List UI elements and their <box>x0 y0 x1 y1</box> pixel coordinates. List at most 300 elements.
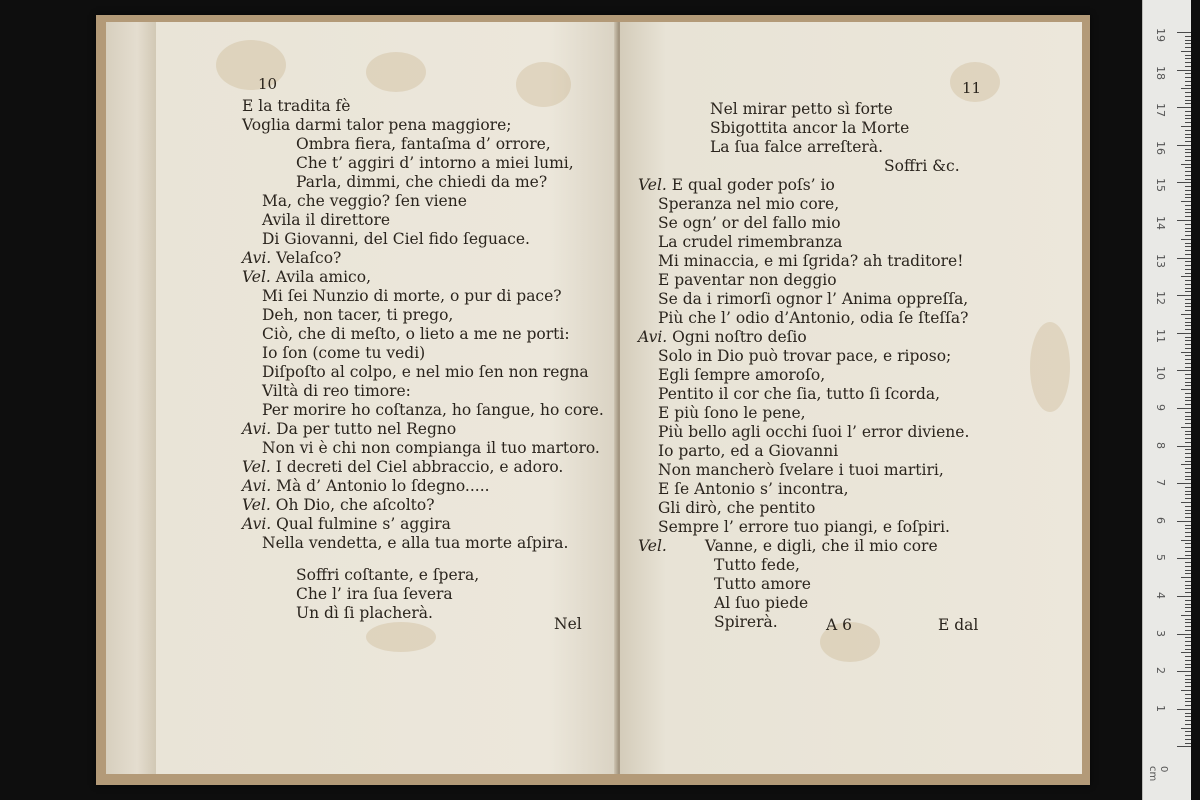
ruler-tick <box>1185 525 1191 526</box>
ruler-number: 19 <box>1154 28 1167 42</box>
ruler-tick <box>1185 348 1191 349</box>
text-line <box>242 477 490 496</box>
ruler-tick <box>1185 551 1191 552</box>
ruler-tick <box>1181 540 1191 541</box>
ruler-tick <box>1185 592 1191 593</box>
text-line <box>658 499 815 518</box>
ruler-tick <box>1177 483 1191 484</box>
ruler-tick <box>1185 359 1191 360</box>
ruler-tick <box>1181 314 1191 315</box>
ruler-tick <box>1185 570 1191 571</box>
ruler-tick <box>1185 457 1191 458</box>
line-text: Parla, dimmi, che chiedi da me? <box>296 173 548 191</box>
ruler-number: 1 <box>1154 704 1167 712</box>
text-line <box>658 385 940 404</box>
line-text: Se ogn’ or del fallo mio <box>658 214 841 232</box>
text-line <box>296 604 433 623</box>
ruler-tick <box>1185 367 1191 368</box>
ruler-tick <box>1177 333 1191 334</box>
ruler-tick <box>1185 453 1191 454</box>
ruler-tick <box>1185 517 1191 518</box>
ruler-tick <box>1185 306 1191 307</box>
ruler-tick <box>1185 397 1191 398</box>
ruler-tick <box>1185 284 1191 285</box>
ruler-tick <box>1185 40 1191 41</box>
ruler-tick <box>1185 679 1191 680</box>
ruler-tick <box>1181 464 1191 465</box>
ruler-tick <box>1185 374 1191 375</box>
ruler-tick <box>1185 682 1191 683</box>
text-line <box>242 116 511 135</box>
ruler-tick <box>1185 660 1191 661</box>
line-text: Diſpoſto al colpo, e nel mio ſen non regna <box>262 363 589 381</box>
ruler-tick <box>1185 141 1191 142</box>
text-line <box>658 423 969 442</box>
line-text: Sempre l’ errore tuo piangi, e ſoſpiri. <box>658 518 950 536</box>
line-text: La ſua falce arreſterà. <box>710 138 884 156</box>
ruler-number: 10 <box>1154 366 1167 381</box>
line-text: Che t’ aggiri d’ intorno a miei lumi, <box>296 154 574 172</box>
text-line <box>262 382 411 401</box>
ruler-tick <box>1185 724 1191 725</box>
ruler-tick <box>1181 728 1191 729</box>
speaker-label: Avi. <box>242 515 272 533</box>
ruler-number: 11 <box>1154 328 1167 343</box>
line-text: Soffri &c. <box>884 157 960 175</box>
ruler-tick <box>1185 152 1191 153</box>
ruler-tick <box>1185 698 1191 699</box>
ruler-tick <box>1185 622 1191 623</box>
ruler-tick <box>1185 216 1191 217</box>
ruler-tick <box>1185 476 1191 477</box>
ruler-tick <box>1185 228 1191 229</box>
ruler-tick <box>1177 370 1191 371</box>
ruler-tick <box>1185 720 1191 721</box>
line-text: Se da i rimorſi ognor l’ Anima oppreſſa, <box>658 290 969 308</box>
line-text: Deh, non tacer, ti prego, <box>262 306 454 324</box>
ruler-tick <box>1185 122 1191 123</box>
ruler-tick <box>1185 190 1191 191</box>
line-text: Qual fulmine s’ aggira <box>271 515 451 533</box>
ruler-tick <box>1185 318 1191 319</box>
ruler-tick <box>1185 137 1191 138</box>
ruler-tick <box>1177 295 1191 296</box>
ruler-tick <box>1185 73 1191 74</box>
ruler-tick <box>1185 581 1191 582</box>
ruler-tick <box>1185 423 1191 424</box>
ruler-tick <box>1185 705 1191 706</box>
line-text: E ſe Antonio s’ incontra, <box>658 480 849 498</box>
ruler-tick <box>1185 588 1191 589</box>
flyleaf-edge <box>106 22 158 774</box>
ruler-tick <box>1185 175 1191 176</box>
ruler-tick <box>1185 491 1191 492</box>
line-text: Non mancherò ſvelare i tuoi martiri, <box>658 461 944 479</box>
ruler-tick <box>1185 322 1191 323</box>
ruler-tick <box>1185 735 1191 736</box>
ruler-tick <box>1185 649 1191 650</box>
speaker-label: Vel. <box>638 176 667 194</box>
text-line <box>658 366 825 385</box>
text-line <box>242 458 563 477</box>
speaker-label: Vel. <box>242 458 271 476</box>
ruler-tick <box>1185 325 1191 326</box>
ruler-tick <box>1185 626 1191 627</box>
ruler-tick <box>1185 310 1191 311</box>
page-number: 10 <box>258 75 278 93</box>
text-line <box>262 401 604 420</box>
ruler-tick <box>1185 675 1191 676</box>
line-text: Da per tutto nel Regno <box>271 420 457 438</box>
line-text: Al ſuo piede <box>714 594 809 612</box>
ruler-tick <box>1185 510 1191 511</box>
ruler-tick <box>1177 709 1191 710</box>
line-text: Gli dirò, che pentito <box>658 499 816 517</box>
ruler-tick <box>1185 701 1191 702</box>
text-line <box>638 328 807 347</box>
line-text: E la tradita fè <box>242 97 351 115</box>
ruler-tick <box>1185 543 1191 544</box>
line-text: Sbigottita ancor la Morte <box>710 119 910 137</box>
ruler-tick <box>1185 528 1191 529</box>
text-line <box>884 157 960 176</box>
right-page <box>620 22 1082 774</box>
line-text: Più che l’ odio d’Antonio, odia ſe ſteſſa? <box>658 309 969 327</box>
ruler-tick <box>1185 280 1191 281</box>
line-text: I decreti del Ciel abbraccio, e adoro. <box>270 458 564 476</box>
line-text: Tutto amore <box>714 575 811 593</box>
measuring-ruler <box>1142 0 1191 800</box>
ruler-tick <box>1185 58 1191 59</box>
ruler-number: 9 <box>1154 404 1167 411</box>
line-text: Io ſon (come tu vedi) <box>262 344 426 362</box>
ruler-tick <box>1185 344 1191 345</box>
ruler-tick <box>1185 536 1191 537</box>
text-line <box>296 585 453 604</box>
foxing-stain <box>516 62 571 107</box>
ruler-tick <box>1185 197 1191 198</box>
text-line <box>242 515 451 534</box>
text-line <box>658 290 968 309</box>
ruler-tick <box>1185 731 1191 732</box>
ruler-tick <box>1177 408 1191 409</box>
ruler-tick <box>1185 739 1191 740</box>
ruler-tick <box>1185 130 1191 131</box>
line-text: Nel mirar petto sì forte <box>710 100 893 118</box>
line-text: Di Giovanni, del Ciel fido ſeguace. <box>262 230 530 248</box>
text-line <box>658 347 951 366</box>
ruler-tick <box>1177 182 1191 183</box>
ruler-tick <box>1185 115 1191 116</box>
catchword: E dal <box>938 616 979 634</box>
line-text: E più ſono le pene, <box>658 404 806 422</box>
ruler-tick <box>1185 547 1191 548</box>
line-text: E qual goder poſs’ io <box>666 176 835 194</box>
ruler-tick <box>1185 303 1191 304</box>
ruler-tick <box>1185 645 1191 646</box>
line-text: Voglia darmi talor pena maggiore; <box>242 116 512 134</box>
text-line <box>658 442 838 461</box>
ruler-tick <box>1177 220 1191 221</box>
ruler-tick <box>1185 472 1191 473</box>
text-line <box>242 97 350 116</box>
line-text: Mà d’ Antonio lo ſdegno..... <box>271 477 490 495</box>
ruler-tick <box>1185 600 1191 601</box>
line-text: Ogni noſtro deſio <box>667 328 807 346</box>
text-line <box>658 480 849 499</box>
text-line <box>658 195 839 214</box>
ruler-tick <box>1185 393 1191 394</box>
ruler-tick <box>1185 62 1191 63</box>
text-line <box>242 496 435 515</box>
page-number: 11 <box>962 79 982 97</box>
text-line <box>262 192 467 211</box>
line-text: Mi minaccia, e mi ſgrida? ah traditore! <box>658 252 964 270</box>
text-line <box>262 306 453 325</box>
ruler-tick <box>1185 686 1191 687</box>
line-text: E paventar non deggio <box>658 271 837 289</box>
ruler-number: 14 <box>1154 216 1167 230</box>
ruler-number: 7 <box>1154 479 1167 487</box>
line-text: Oh Dio, che aſcolto? <box>270 496 435 514</box>
ruler-number: 13 <box>1154 253 1167 268</box>
ruler-tick <box>1185 171 1191 172</box>
ruler-tick <box>1181 88 1191 89</box>
ruler-tick <box>1185 111 1191 112</box>
speaker-label: Avi. <box>242 477 272 495</box>
ruler-tick <box>1185 555 1191 556</box>
line-text: Avila amico, <box>270 268 371 286</box>
ruler-tick <box>1181 652 1191 653</box>
ruler-tick <box>1185 149 1191 150</box>
text-line <box>658 404 806 423</box>
text-line <box>242 420 456 439</box>
ruler-tick <box>1181 201 1191 202</box>
line-text: Vanne, e digli, che il mio core <box>704 537 938 555</box>
ruler-tick <box>1185 461 1191 462</box>
speaker-label: Vel. <box>638 537 667 555</box>
ruler-tick <box>1185 269 1191 270</box>
catchword: Nel <box>554 615 582 633</box>
text-line <box>296 566 479 585</box>
signature-mark: A 6 <box>826 616 852 634</box>
ruler-tick <box>1181 427 1191 428</box>
ruler-tick <box>1185 43 1191 44</box>
ruler-tick <box>1181 690 1191 691</box>
text-line <box>658 518 950 537</box>
speaker-label: Vel. <box>242 496 271 514</box>
ruler-tick <box>1185 494 1191 495</box>
ruler-tick <box>1185 212 1191 213</box>
line-text: Ma, che veggio? ſen viene <box>262 192 467 210</box>
ruler-tick <box>1185 412 1191 413</box>
ruler-tick <box>1185 506 1191 507</box>
ruler-tick <box>1185 167 1191 168</box>
line-text: Non vi è chi non compianga il tuo martoro. <box>262 439 600 457</box>
line-text: Spirerà. <box>714 613 778 631</box>
foxing-stain <box>1030 322 1070 412</box>
text-line <box>714 575 811 594</box>
ruler-tick <box>1177 596 1191 597</box>
ruler-tick <box>1185 156 1191 157</box>
speaker-label: Avi. <box>242 420 272 438</box>
ruler-number: 8 <box>1154 441 1167 449</box>
ruler-number: 6 <box>1154 516 1167 524</box>
line-text: Solo in Dio può trovar pace, e riposo; <box>658 347 952 365</box>
line-text: Per morire ho coſtanza, ho ſangue, ho core. <box>262 401 604 419</box>
text-line <box>710 100 893 119</box>
line-text: Ombra fiera, fantaſma d’ orrore, <box>296 135 551 153</box>
ruler-tick <box>1181 577 1191 578</box>
ruler-tick <box>1177 107 1191 108</box>
ruler-tick <box>1177 558 1191 559</box>
ruler-tick <box>1185 186 1191 187</box>
ruler-tick <box>1185 431 1191 432</box>
ruler-tick <box>1185 487 1191 488</box>
text-line <box>262 325 570 344</box>
text-line <box>710 119 909 138</box>
ruler-tick <box>1185 363 1191 364</box>
ruler-tick <box>1185 103 1191 104</box>
ruler-tick <box>1185 209 1191 210</box>
ruler-tick <box>1185 664 1191 665</box>
ruler-tick <box>1185 231 1191 232</box>
ruler-tick <box>1185 449 1191 450</box>
ruler-number: 15 <box>1154 178 1167 193</box>
ruler-tick <box>1185 404 1191 405</box>
ruler-tick <box>1185 604 1191 605</box>
ruler-tick <box>1185 160 1191 161</box>
ruler-tick <box>1181 239 1191 240</box>
ruler-tick <box>1185 81 1191 82</box>
text-line <box>638 537 938 556</box>
ruler-tick <box>1185 566 1191 567</box>
ruler-tick <box>1181 615 1191 616</box>
ruler-tick <box>1185 355 1191 356</box>
ruler-number: 2 <box>1154 667 1167 675</box>
ruler-tick <box>1185 288 1191 289</box>
text-line <box>710 138 883 157</box>
ruler-tick <box>1185 243 1191 244</box>
text-line <box>658 252 963 271</box>
ruler-tick <box>1185 442 1191 443</box>
text-line <box>714 556 800 575</box>
ruler-number: 4 <box>1154 592 1167 599</box>
line-text: Io parto, ed a Giovanni <box>658 442 839 460</box>
ruler-tick <box>1185 382 1191 383</box>
ruler-tick <box>1185 573 1191 574</box>
ruler-tick <box>1181 164 1191 165</box>
text-line <box>262 230 530 249</box>
ruler-tick <box>1185 66 1191 67</box>
line-text: Mi ſei Nunzio di morte, o pur di pace? <box>262 287 562 305</box>
ruler-tick <box>1185 385 1191 386</box>
ruler-tick <box>1181 126 1191 127</box>
text-line <box>262 287 562 306</box>
ruler-tick <box>1185 246 1191 247</box>
ruler-tick <box>1185 265 1191 266</box>
ruler-tick <box>1185 329 1191 330</box>
line-text: Velaſco? <box>271 249 342 267</box>
line-text: Egli ſempre amoroſo, <box>658 366 826 384</box>
speaker-label: Avi. <box>242 249 272 267</box>
text-line <box>658 461 944 480</box>
line-text: Nella vendetta, e alla tua morte aſpira. <box>262 534 569 552</box>
ruler-tick <box>1185 36 1191 37</box>
ruler-tick <box>1181 502 1191 503</box>
ruler-tick <box>1181 389 1191 390</box>
text-line <box>262 439 600 458</box>
ruler-tick <box>1177 258 1191 259</box>
ruler-tick <box>1185 498 1191 499</box>
text-line <box>262 211 390 230</box>
ruler-tick <box>1185 96 1191 97</box>
text-line <box>658 309 968 328</box>
ruler-tick <box>1177 521 1191 522</box>
text-line <box>296 154 574 173</box>
ruler-tick <box>1181 51 1191 52</box>
ruler-number: 3 <box>1154 629 1167 637</box>
ruler-tick <box>1185 100 1191 101</box>
ruler-tick <box>1185 619 1191 620</box>
ruler-tick <box>1181 276 1191 277</box>
ruler-tick <box>1185 340 1191 341</box>
ruler-number: 5 <box>1154 554 1167 562</box>
line-text: Viltà di reo timore: <box>262 382 411 400</box>
ruler-tick <box>1185 434 1191 435</box>
ruler-number: 16 <box>1154 140 1167 155</box>
line-text: Un dì ſi placherà. <box>296 604 433 622</box>
ruler-tick <box>1185 694 1191 695</box>
ruler-tick <box>1185 337 1191 338</box>
left-page <box>156 22 618 774</box>
ruler-tick <box>1185 656 1191 657</box>
ruler-tick <box>1185 667 1191 668</box>
ruler-tick <box>1185 585 1191 586</box>
ruler-tick <box>1185 419 1191 420</box>
ruler-tick <box>1177 671 1191 672</box>
line-text: Pentito il cor che ſia, tutto ſi ſcorda, <box>658 385 941 403</box>
ruler-tick <box>1185 416 1191 417</box>
line-text: Che l’ ira ſua ſevera <box>296 585 453 603</box>
ruler-tick <box>1185 273 1191 274</box>
ruler-tick <box>1185 400 1191 401</box>
ruler-number: 18 <box>1154 65 1167 80</box>
ruler-tick <box>1185 47 1191 48</box>
text-line <box>296 135 551 154</box>
text-line <box>262 344 425 363</box>
speaker-label: Avi. <box>638 328 668 346</box>
ruler-tick <box>1185 743 1191 744</box>
ruler-tick <box>1185 532 1191 533</box>
ruler-tick <box>1185 716 1191 717</box>
ruler-tick <box>1185 299 1191 300</box>
line-text: Tutto fede, <box>714 556 800 574</box>
ruler-tick <box>1185 513 1191 514</box>
ruler-tick <box>1185 479 1191 480</box>
foxing-stain <box>366 52 426 92</box>
ruler-tick <box>1185 611 1191 612</box>
speaker-label: Vel. <box>242 268 271 286</box>
text-line <box>262 363 589 382</box>
ruler-tick <box>1177 446 1191 447</box>
ruler-tick <box>1185 77 1191 78</box>
ruler-tick <box>1185 224 1191 225</box>
foxing-stain <box>366 622 436 652</box>
text-line <box>714 613 778 632</box>
ruler-tick <box>1185 468 1191 469</box>
text-line <box>658 214 841 233</box>
